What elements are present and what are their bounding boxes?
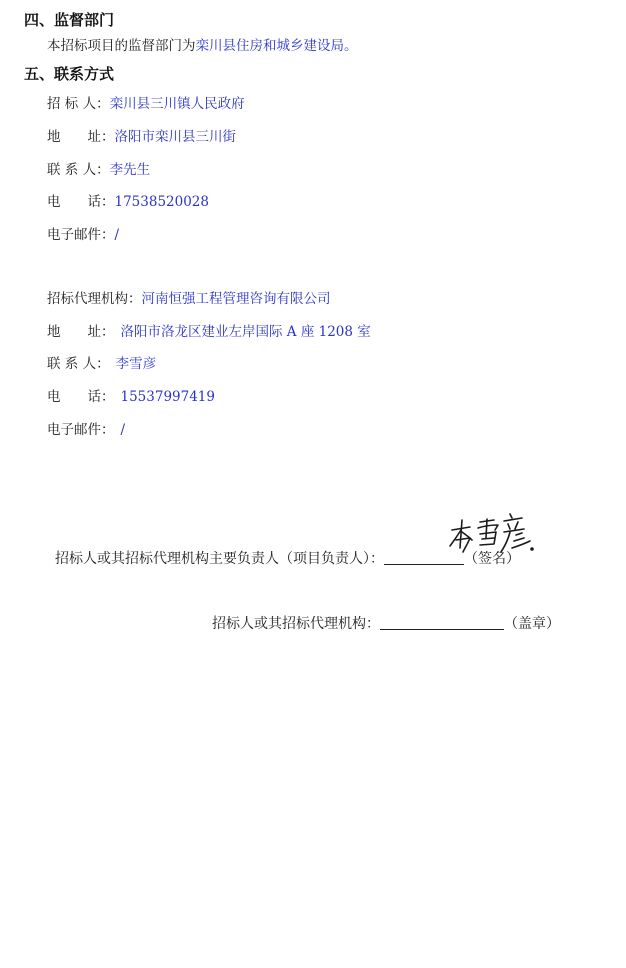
tenderer-name-value: 栾川县三川镇人民政府 — [109, 96, 245, 112]
agency-email-row — [47, 421, 125, 439]
tenderer-contact-row — [47, 161, 150, 179]
agency-address-value: 洛阳市洛龙区建业左岸国际 A 座 1208 室 — [120, 324, 371, 340]
tenderer-address-value: 洛阳市栾川县三川街 — [114, 129, 236, 145]
agency-name-label: 招标代理机构： — [47, 291, 142, 307]
signature-underline — [384, 550, 464, 565]
section-4-body — [47, 37, 358, 55]
signature-line-1 — [55, 550, 520, 568]
signature-line-1-suffix: （签名） — [464, 551, 520, 567]
tenderer-contact-value: 李先生 — [109, 162, 151, 178]
section-4-body-prefix: 本招标项目的监督部门为 — [47, 38, 196, 54]
agency-address-row — [47, 323, 371, 341]
agency-phone-row — [47, 388, 215, 406]
tenderer-name-row — [47, 95, 245, 113]
signature-line-2 — [212, 615, 560, 633]
tenderer-name-label: 招 标 人： — [47, 96, 110, 112]
tenderer-address-label: 地 址： — [47, 129, 115, 145]
tenderer-contact-label: 联 系 人： — [47, 162, 110, 178]
signature-line-2-label: 招标人或其招标代理机构： — [212, 616, 380, 632]
tenderer-email-label: 电子邮件： — [47, 227, 115, 243]
agency-phone-label: 电 话： — [47, 389, 115, 405]
agency-email-label: 电子邮件： — [47, 422, 115, 438]
supervision-dept-value: 栾川县住房和城乡建设局。 — [195, 38, 358, 54]
tenderer-phone-value: 17538520028 — [114, 194, 209, 210]
agency-contact-row — [47, 355, 156, 373]
agency-contact-value: 李雪彦 — [115, 356, 157, 372]
tenderer-email-row — [47, 226, 119, 244]
agency-contact-label: 联 系 人： — [47, 356, 110, 372]
section-5-heading: 五、联系方式 — [24, 65, 115, 83]
tenderer-phone-row — [47, 193, 209, 211]
agency-address-label: 地 址： — [47, 324, 115, 340]
seal-underline — [380, 615, 504, 630]
tenderer-email-value: / — [114, 227, 120, 243]
signature-line-2-suffix: （盖章） — [504, 616, 560, 632]
tenderer-address-row — [47, 128, 236, 146]
section-4-heading: 四、监督部门 — [24, 11, 115, 29]
agency-email-value: / — [120, 422, 126, 438]
signature-line-1-label: 招标人或其招标代理机构主要负责人（项目负责人）： — [55, 551, 384, 567]
agency-name-value: 河南恒强工程管理咨询有限公司 — [141, 291, 331, 307]
agency-name-row — [47, 290, 331, 308]
agency-phone-value: 15537997419 — [120, 389, 215, 405]
tenderer-phone-label: 电 话： — [47, 194, 115, 210]
